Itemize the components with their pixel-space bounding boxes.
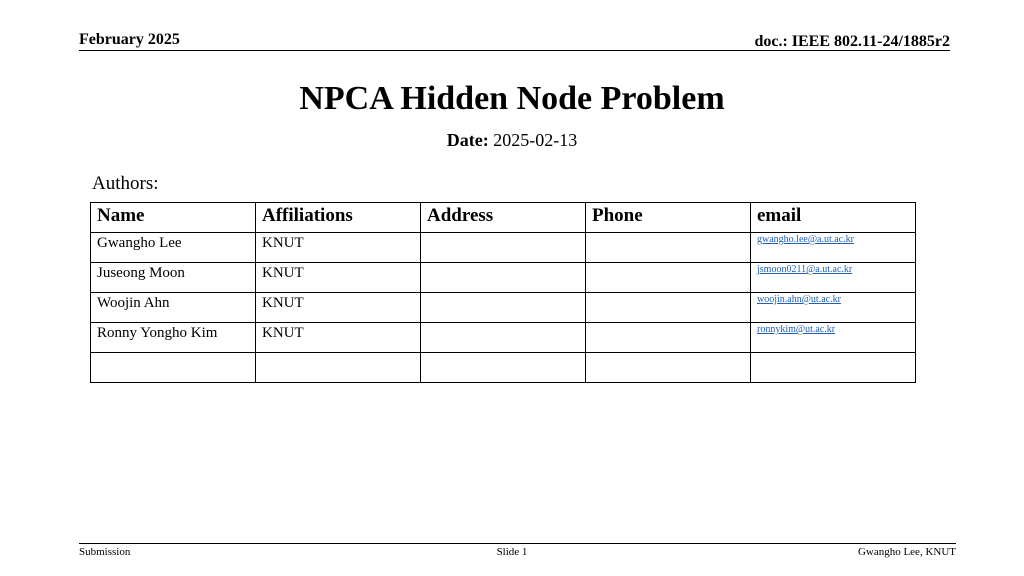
author-affiliation: KNUT	[256, 323, 421, 353]
authors-table	[90, 202, 916, 383]
table-row	[91, 263, 916, 293]
author-affiliation	[256, 353, 421, 383]
table-row	[91, 353, 916, 383]
footer-divider	[79, 543, 956, 544]
header-divider	[79, 50, 950, 51]
author-affiliation: KNUT	[256, 263, 421, 293]
author-address	[421, 263, 586, 293]
column-header-address: Address	[421, 203, 586, 233]
date-value: 2025-02-13	[493, 130, 578, 150]
author-email-link[interactable]: jsmoon0211@a.ut.ac.kr	[757, 264, 853, 275]
author-email-link[interactable]: ronnykim@ut.ac.kr	[757, 324, 836, 335]
table-row	[91, 293, 916, 323]
header-doc-id: doc.: IEEE 802.11-24/1885r2	[754, 33, 950, 50]
author-phone	[586, 293, 751, 323]
footer-author: Gwangho Lee, KNUT	[857, 546, 956, 558]
author-affiliation: KNUT	[256, 293, 421, 323]
author-address	[421, 233, 586, 263]
authors-label: Authors:	[92, 173, 159, 194]
column-header-email: email	[751, 203, 916, 233]
author-email-cell	[751, 293, 916, 323]
footer-submission: Submission	[79, 546, 131, 558]
author-affiliation: KNUT	[256, 233, 421, 263]
author-address	[421, 323, 586, 353]
author-email-cell	[751, 323, 916, 353]
footer-slide-number: Slide 1	[496, 546, 528, 558]
author-email-link[interactable]: gwangho.lee@a.ut.ac.kr	[757, 234, 854, 245]
slide-title: NPCA Hidden Node Problem	[299, 80, 725, 117]
author-address	[421, 353, 586, 383]
author-name: Woojin Ahn	[91, 293, 256, 323]
author-name: Juseong Moon	[91, 263, 256, 293]
author-phone	[586, 323, 751, 353]
author-phone	[586, 233, 751, 263]
header-date: February 2025	[79, 31, 180, 48]
author-phone	[586, 353, 751, 383]
table-row	[91, 323, 916, 353]
author-name	[91, 353, 256, 383]
author-phone	[586, 263, 751, 293]
column-header-affiliations: Affiliations	[256, 203, 421, 233]
column-header-phone: Phone	[586, 203, 751, 233]
table-row	[91, 233, 916, 263]
author-email-cell	[751, 233, 916, 263]
author-email-link[interactable]: woojin.ahn@ut.ac.kr	[757, 294, 841, 305]
table-header-row	[91, 203, 916, 233]
author-name: Ronny Yongho Kim	[91, 323, 256, 353]
date-label: Date:	[446, 130, 489, 150]
author-email-cell	[751, 263, 916, 293]
column-header-name: Name	[91, 203, 256, 233]
author-address	[421, 293, 586, 323]
author-email-cell	[751, 353, 916, 383]
date-line	[0, 130, 1024, 151]
author-name: Gwangho Lee	[91, 233, 256, 263]
